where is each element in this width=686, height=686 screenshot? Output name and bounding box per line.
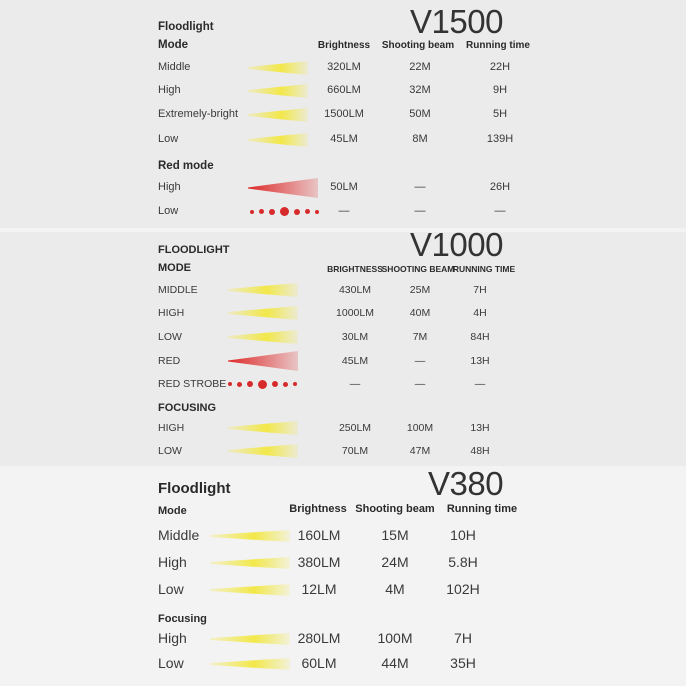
column-header: RUNNING TIME [452, 264, 516, 274]
red-dot [293, 382, 297, 386]
mode-label: Low [158, 133, 179, 145]
yellow-beam-icon [210, 529, 290, 547]
red-dot [247, 381, 253, 387]
brightness-value: 60LM [301, 655, 337, 671]
brightness-value: 30LM [341, 331, 369, 343]
brightness-value: 1500LM [324, 108, 364, 120]
mode-label: High [158, 84, 181, 96]
beam-distance-value: — [414, 378, 426, 390]
brightness-value: 70LM [341, 445, 369, 457]
yellow-beam-icon [228, 283, 298, 302]
column-header: Brightness [317, 40, 371, 51]
red-dots-icon [250, 207, 319, 217]
mode-label: RED [158, 355, 181, 367]
running-time-value: 35H [450, 655, 476, 671]
brightness-value: 280LM [297, 630, 341, 646]
beam-distance-value: — [414, 181, 426, 193]
brightness-value: 660LM [327, 84, 361, 96]
red-dot [305, 209, 310, 214]
beam-distance-value: 25M [409, 284, 431, 296]
brightness-value: 380LM [297, 554, 341, 570]
column-header: Brightness [289, 503, 347, 515]
beam-distance-value: 47M [409, 445, 431, 457]
red-dot [283, 382, 288, 387]
red-dot [315, 210, 319, 214]
beam-distance-value: 22M [409, 61, 431, 73]
beam-distance-value: 44M [381, 655, 409, 671]
red-dots-icon [228, 379, 297, 389]
beam-distance-value: 40M [409, 307, 431, 319]
mode-label: LOW [158, 445, 182, 457]
beam-distance-value: 100M [377, 630, 413, 646]
beam-distance-value: — [414, 355, 426, 367]
yellow-beam-icon [248, 133, 308, 152]
red-dot [269, 209, 275, 215]
mode-label: High [158, 554, 187, 570]
column-header: Shooting beam [381, 40, 455, 51]
running-time-value: 84H [470, 331, 490, 343]
beam-distance-value: — [414, 205, 426, 217]
section-title: Focusing [158, 613, 207, 625]
column-header: BRIGHTNESS [327, 264, 383, 274]
model-name: V1500 [410, 3, 503, 40]
column-header: Running time [446, 503, 518, 515]
brightness-value: — [338, 205, 350, 217]
mode-label: LOW [158, 331, 182, 343]
brightness-value: 45LM [341, 355, 369, 367]
mode-label: Low [158, 205, 179, 217]
running-time-value: 102H [446, 581, 480, 597]
red-dot [250, 210, 254, 214]
brightness-value: 50LM [330, 181, 358, 193]
red-dot [258, 380, 267, 389]
red-dot [259, 209, 264, 214]
mode-label: High [158, 630, 187, 646]
mode-label: Middle [158, 61, 191, 73]
yellow-beam-icon [210, 556, 290, 574]
yellow-beam-icon [248, 108, 308, 127]
brightness-value: 160LM [297, 527, 341, 543]
running-time-value: 13H [470, 355, 490, 367]
red-dot [280, 207, 289, 216]
beam-distance-value: 8M [412, 133, 428, 145]
running-time-value: 4H [473, 307, 487, 319]
brightness-value: 250LM [338, 422, 372, 434]
mode-label: RED STROBE [158, 378, 227, 390]
mode-label: Low [158, 581, 184, 597]
running-time-value: 7H [454, 630, 472, 646]
running-time-value: 10H [450, 527, 476, 543]
beam-distance-value: 50M [409, 108, 431, 120]
red-dot [228, 382, 232, 386]
beam-distance-value: 24M [381, 554, 409, 570]
beam-distance-value: 100M [406, 422, 434, 434]
running-time-value: 26H [489, 181, 511, 193]
section-subtitle: MODE [158, 262, 191, 274]
yellow-beam-icon [248, 61, 308, 80]
section-title: Floodlight [158, 21, 214, 33]
brightness-value: — [349, 378, 361, 390]
running-time-value: 7H [473, 284, 487, 296]
yellow-beam-icon [210, 632, 290, 650]
column-header: SHOOTING BEAM [381, 264, 455, 274]
mode-label: Middle [158, 527, 200, 543]
red-beam-icon [248, 178, 318, 203]
section-subtitle: Mode [158, 505, 187, 517]
section-title: FOCUSING [158, 402, 217, 414]
running-time-value: 5H [492, 108, 508, 120]
red-beam-icon [228, 351, 298, 376]
mode-label: Extremely-bright [158, 108, 239, 120]
section-title: FLOODLIGHT [158, 244, 230, 256]
model-name: V1000 [410, 226, 503, 263]
running-time-value: — [474, 378, 486, 390]
yellow-beam-icon [210, 583, 290, 601]
mode-label: MIDDLE [158, 284, 198, 296]
beam-distance-value: 4M [385, 581, 405, 597]
running-time-value: — [494, 205, 506, 217]
red-dot [237, 382, 242, 387]
running-time-value: 13H [470, 422, 490, 434]
running-time-value: 22H [489, 61, 511, 73]
yellow-beam-icon [228, 330, 298, 349]
yellow-beam-icon [248, 84, 308, 103]
brightness-value: 1000LM [336, 307, 374, 319]
yellow-beam-icon [228, 421, 298, 440]
running-time-value: 5.8H [448, 554, 478, 570]
red-dot [294, 209, 300, 215]
running-time-value: 139H [486, 133, 514, 145]
column-header: Running time [466, 40, 530, 51]
yellow-beam-icon [210, 657, 290, 675]
brightness-value: 430LM [338, 284, 372, 296]
red-dot [272, 381, 278, 387]
brightness-value: 320LM [327, 61, 361, 73]
brightness-value: 45LM [330, 133, 358, 145]
section-title: Red mode [158, 160, 214, 172]
beam-distance-value: 32M [409, 84, 431, 96]
section-subtitle: Mode [158, 39, 189, 51]
model-name: V380 [428, 465, 504, 502]
beam-distance-value: 15M [381, 527, 409, 543]
column-header: Shooting beam [355, 503, 435, 515]
beam-distance-value: 7M [412, 331, 428, 343]
mode-label: High [158, 181, 181, 193]
mode-label: Low [158, 655, 184, 671]
running-time-value: 48H [470, 445, 490, 457]
brightness-value: 12LM [301, 581, 337, 597]
yellow-beam-icon [228, 444, 298, 463]
section-title: Floodlight [158, 480, 231, 497]
yellow-beam-icon [228, 306, 298, 325]
mode-label: HIGH [158, 422, 185, 434]
mode-label: HIGH [158, 307, 185, 319]
running-time-value: 9H [492, 84, 508, 96]
